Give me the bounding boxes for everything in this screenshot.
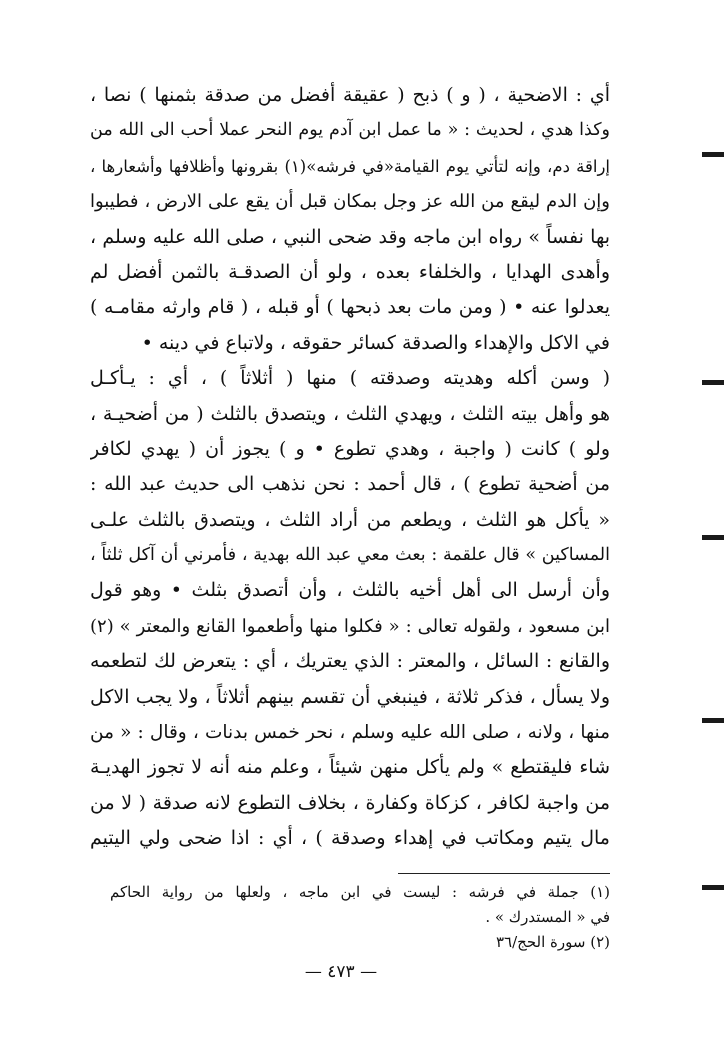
text-line-6: وأهدى الهدايا ، والخلفاء بعده ، ولو أن الصدقـة بالثمن أفضل لم: [90, 260, 610, 283]
margin-marker: [702, 535, 724, 540]
text-line-9: ( وسن أكله وهديته وصدقته ) منها ( أثلاثاً ) ، أي : يـأكـل: [90, 367, 610, 390]
text-line-1: أي : الاضحية ، ( و ) ذبح ( عقيقة أفضل من صدقة بثمنها ) نصا ،: [90, 84, 610, 106]
text-line-17: والقانع : السائل ، والمعتر : الذي يعتريك ، أي : يتعرض لك لتطعمه: [90, 650, 610, 673]
footnote-2: (٢) سورة الحج/٣٦: [495, 933, 610, 951]
text-line-14: المساكين » قال علقمة : بعث معي عبد الله بهدية ، فأمرني أن آكل ثلثاً ،: [90, 545, 610, 566]
text-line-22: مال يتيم ومكاتب في إهداء وصدقة ) ، أي : اذا ضحى ولي اليتيم: [90, 827, 610, 850]
footnote-separator: [398, 873, 610, 874]
text-line-12: من أضحية تطوع ) ، قال أحمد : نحن نذهب الى حديث عبد الله :: [90, 473, 610, 496]
text-line-19: منها ، ولانه ، صلى الله عليه وسلم ، نحر خمس بدنات ، وقال : « من: [90, 722, 610, 744]
text-line-11: ولو ) كانت ( واجبة ، وهدي تطوع • و ) يجوز أن ( يهدي لكافر: [90, 437, 610, 460]
margin-marker: [702, 152, 724, 157]
text-line-10: هو وأهل بيته الثلث ، ويهدي الثلث ، ويتصدق بالثلث ( من أضحيـة ،: [90, 402, 610, 425]
text-line-8: في الاكل والإهداء والصدقة كسائر حقوقه ، ولاتباع في دينه •: [141, 331, 610, 354]
text-line-2: وكذا هدي ، لحديث : « ما عمل ابن آدم يوم النحر عملا أحب الى الله من: [90, 120, 610, 141]
text-line-4: وإن الدم ليقع من الله عز وجل بمكان قبل أن يقع على الارض ، فطيبوا: [90, 191, 610, 213]
text-line-18: ولا يسأل ، فذكر ثلاثة ، فينبغي أن تقسم بينهم أثلاثاً ، ولا يجب الاكل: [90, 685, 610, 708]
margin-marker: [702, 380, 724, 385]
text-line-7: يعدلوا عنه • ( ومن مات بعد ذبحها ) أو قبله ، ( قام وارثه مقامـه ): [90, 296, 610, 319]
text-line-20: شاء فليقتطع » ولم يأكل منهن شيئاً ، وعلم منه أنه لا تجوز الهديـة: [90, 756, 610, 779]
page-number: — ٤٧٣ —: [304, 962, 378, 982]
main-text: [90, 78, 610, 857]
text-line-5: بها نفساً » رواه ابن ماجه وقد ضحى النبي ، صلى الله عليه وسلم ،: [90, 225, 610, 248]
text-line-3: إراقة دم، وإنه لتأتي يوم القيامة«في فرشه»(١) بقرونها وأظلافها وأشعارها ،: [90, 156, 610, 176]
footnote-1-line-2: في « المستدرك » .: [485, 908, 610, 926]
footnotes: [110, 880, 610, 955]
text-line-13: « يأكل هو الثلث ، ويطعم من أراد الثلث ، ويتصدق بالثلث علـى: [90, 508, 610, 531]
text-line-21: من واجبة لكافر ، كزكاة وكفارة ، بخلاف التطوع لانه صدقة ( لا من: [90, 791, 610, 814]
footnote-1-line-1: (١) جملة في فرشه : ليست في ابن ماجه ، ولعلها من رواية الحاكم: [110, 883, 610, 901]
text-line-15: وأن أرسل الى أهل أخيه بالثلث ، وأن أتصدق بثلث • وهو قول: [90, 579, 610, 602]
margin-marker: [702, 885, 724, 890]
text-line-16: ابن مسعود ، ولقوله تعالى : « فكلوا منها وأطعموا القانع والمعتر » (٢): [90, 615, 610, 637]
margin-marker: [702, 718, 724, 723]
